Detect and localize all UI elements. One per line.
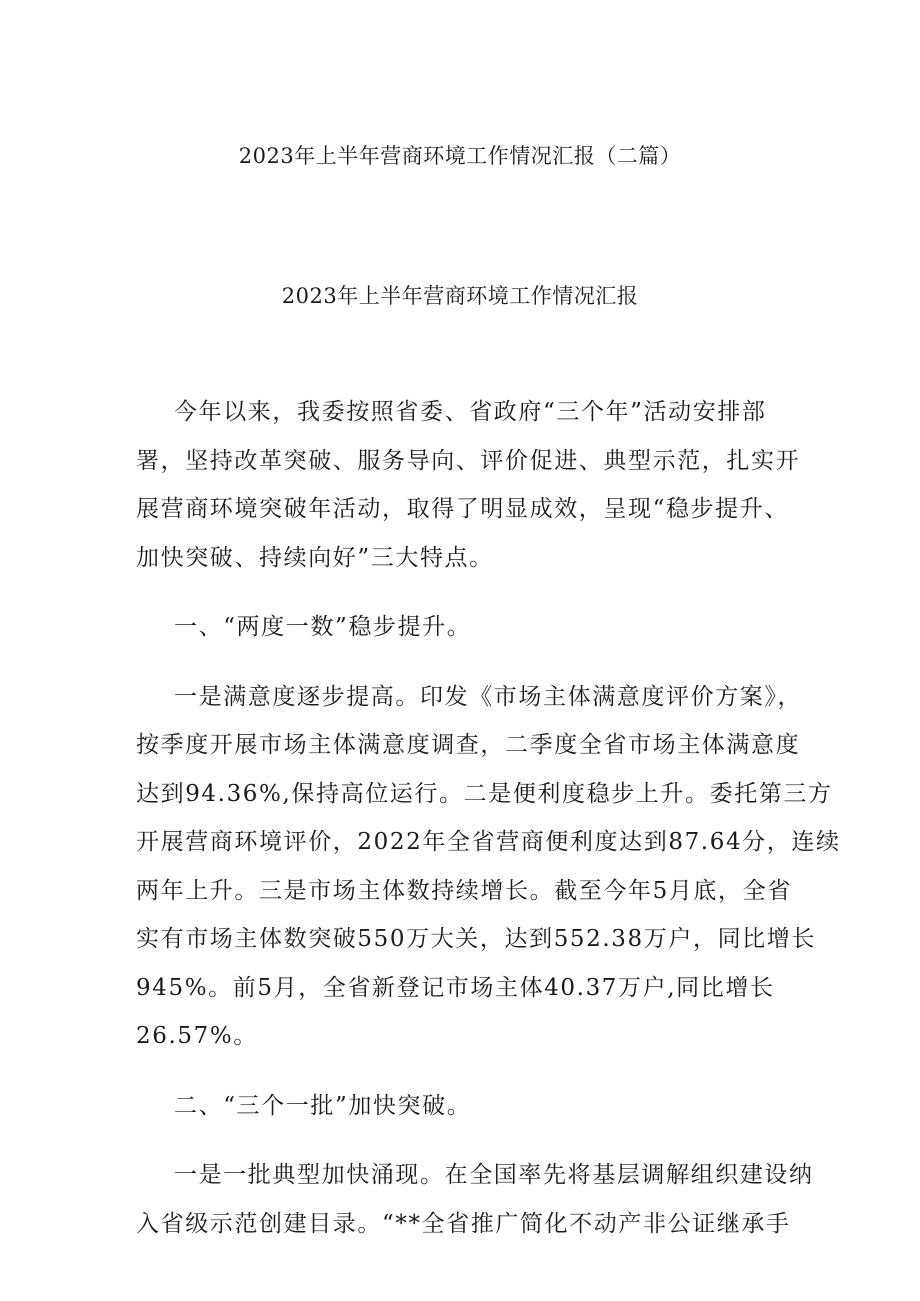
paragraph-line: 945%。前5月，全省新登记市场主体40.37万户,同比增长: [136, 974, 775, 1001]
paragraph-line: 加快突破、持续向好”三大特点。: [136, 544, 494, 571]
paragraph-line: 展营商环境突破年活动，取得了明显成效，呈现“稳步提升、: [136, 496, 789, 522]
paragraph-line: 按季度开展市场主体满意度调查，二季度全省市场主体满意度: [136, 732, 801, 758]
document-body: [136, 388, 841, 1248]
paragraph-line: 开展营商环境评价，2022年全省营商便利度达到87.64分，连续: [136, 829, 841, 855]
paragraph-line: 一是满意度逐步提高。印发《市场主体满意度评价方案》，: [174, 683, 803, 710]
paragraph-line: 达到94.36%,保持高位运行。二是便利度稳步上升。委托第三方: [136, 780, 833, 807]
paragraph-line: 署，坚持改革突破、服务导向、评价促进、典型示范，扎实开: [136, 447, 801, 474]
paragraph-line: 实有市场主体数突破550万大关，达到552.38万户，同比增长: [136, 926, 816, 952]
section-heading: 二、“三个一批”加快突破。: [174, 1092, 472, 1119]
paragraph-line: 两年上升。三是市场主体数持续增长。截至今年5月底，全省: [136, 877, 792, 904]
section-heading: 一、“两度一数”稳步提升。: [174, 614, 472, 640]
paragraph-line: 26.57%。: [136, 1023, 258, 1049]
paragraph-line: 今年以来，我委按照省委、省政府“三个年”活动安排部: [174, 399, 767, 425]
paragraph-line: 入省级示范创建目录。“**全省推广简化不动产非公证继承手: [136, 1210, 791, 1237]
paragraph-line: 一是一批典型加快涌现。在全国率先将基层调解组织建设纳: [174, 1162, 814, 1188]
document-main-title: 2023年上半年营商环境工作情况汇报（二篇）: [238, 144, 682, 168]
document-sub-title: 2023年上半年营商环境工作情况汇报: [281, 284, 639, 308]
